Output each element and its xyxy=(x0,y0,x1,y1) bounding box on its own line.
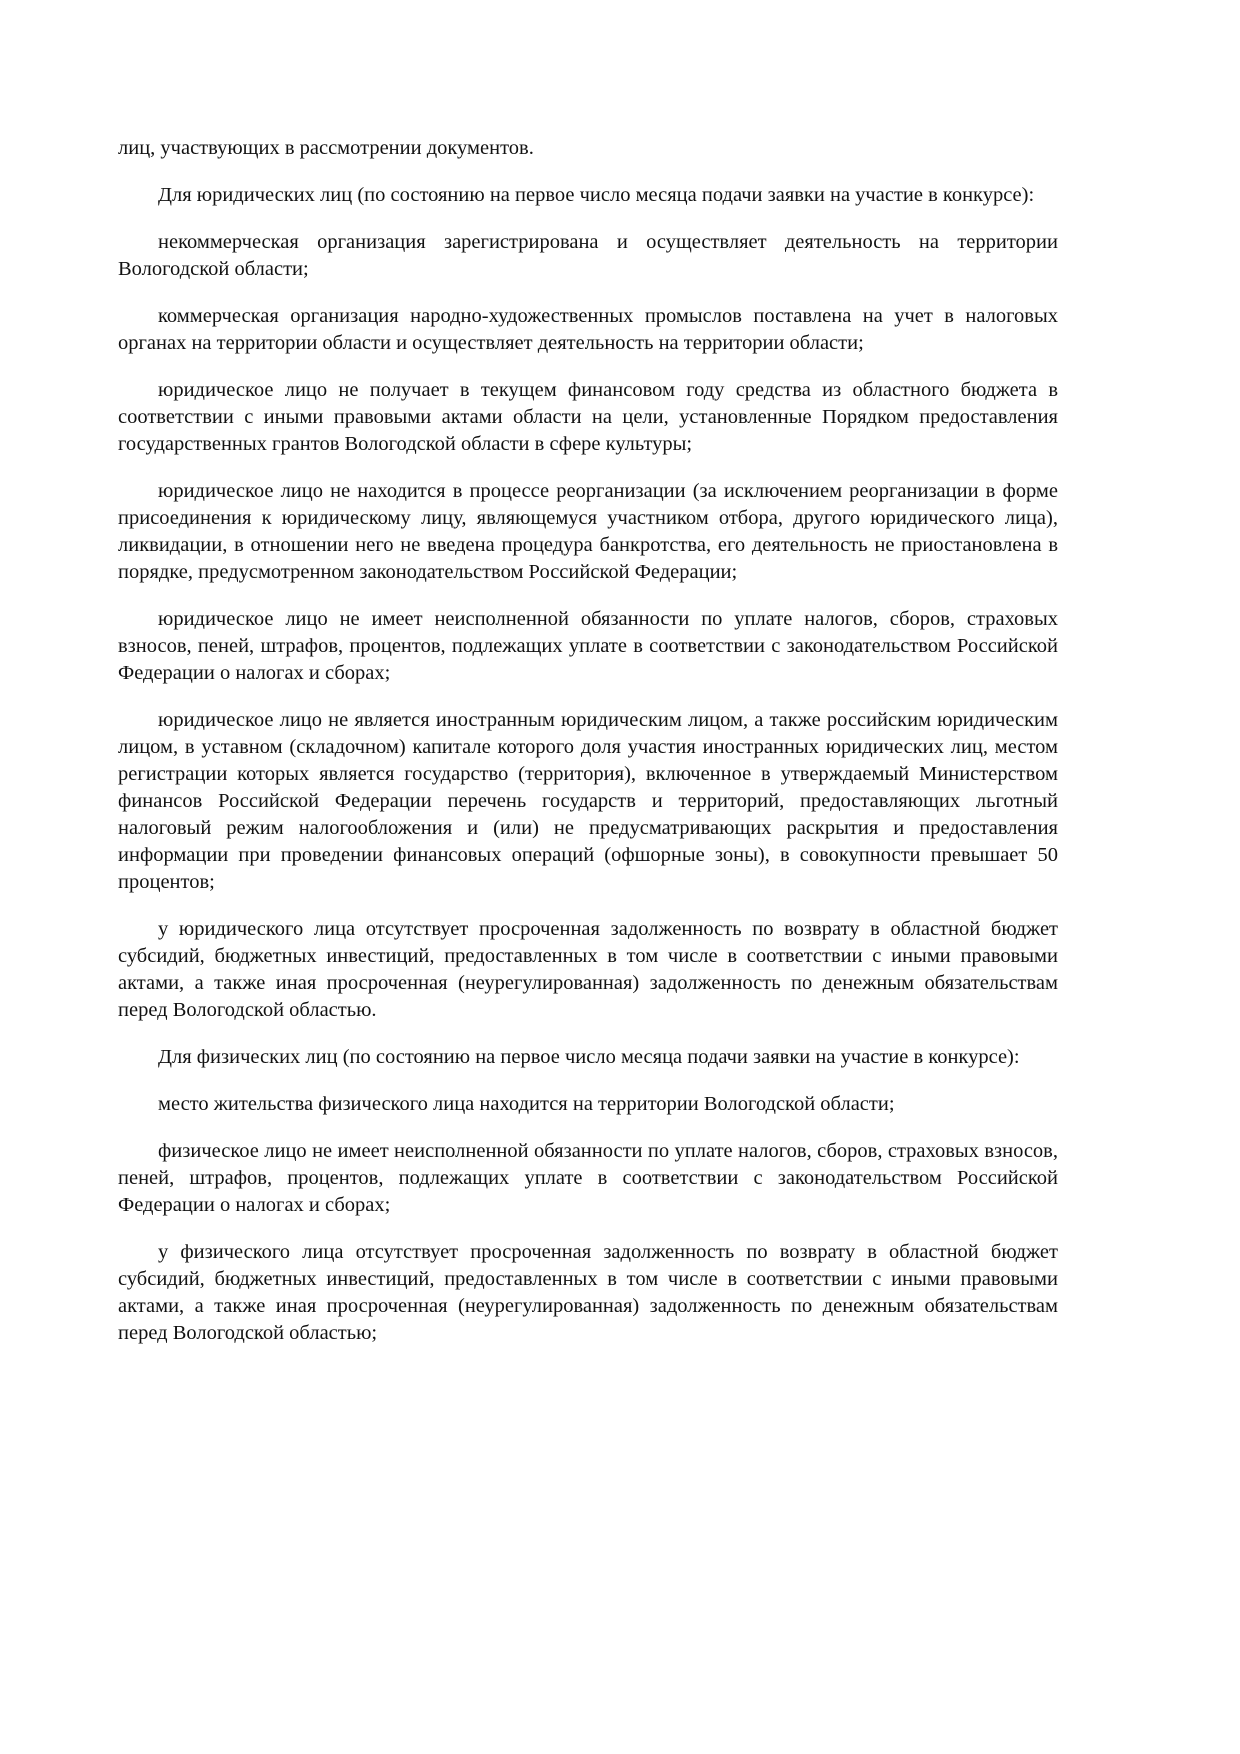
paragraph: у юридического лица отсутствует просроченная задолженность по возврату в областной бюджет субсидий, бюджетных инвестиций, предоставленных в том числе в соответствии с иными правовыми актами, а также иная просроченная (неурегулированная) задолженность по денежным обязательствам перед Вологодской областью. xyxy=(118,918,1058,1021)
paragraph: Для юридических лиц (по состоянию на первое число месяца подачи заявки на участие в конкурсе): xyxy=(158,184,1035,206)
paragraph: некоммерческая организация зарегистрирована и осуществляет деятельность на территории Вологодской области; xyxy=(118,231,1058,280)
paragraph: юридическое лицо не находится в процессе реорганизации (за исключением реорганизации в форме присоединения к юридическому лицу, являющемуся участником отбора, другого юридического лица), ликвидации, в отношении него не введена процедура банкротства, его деятельность не приостановлена в порядке, предусмотренном законодательством Российской Федерации; xyxy=(118,480,1058,583)
paragraph: юридическое лицо не является иностранным юридическим лицом, а также российским юридическим лицом, в уставном (складочном) капитале которого доля участия иностранных юридических лиц, местом регистрации которых является государство (территория), включенное в утверждаемый Министерством финансов Российской Федерации перечень государств и территорий, предоставляющих льготный налоговый режим налогообложения и (или) не предусматривающих раскрытия и предоставления информации при проведении финансовых операций (офшорные зоны), в совокупности превышает 50 процентов; xyxy=(118,709,1058,893)
paragraph: физическое лицо не имеет неисполненной обязанности по уплате налогов, сборов, страховых взносов, пеней, штрафов, процентов, подлежащих уплате в соответствии с законодательством Российской Федерации о налогах и сборах; xyxy=(118,1140,1058,1216)
paragraph: Для физических лиц (по состоянию на первое число месяца подачи заявки на участие в конкурсе): xyxy=(158,1046,1020,1068)
paragraph: у физического лица отсутствует просроченная задолженность по возврату в областной бюджет субсидий, бюджетных инвестиций, предоставленных в том числе в соответствии с иными правовыми актами, а также иная просроченная (неурегулированная) задолженность по денежным обязательствам перед Вологодской областью; xyxy=(118,1241,1058,1344)
document-page xyxy=(118,135,1058,1367)
paragraph: юридическое лицо не имеет неисполненной обязанности по уплате налогов, сборов, страховых взносов, пеней, штрафов, процентов, подлежащих уплате в соответствии с законодательством Российской Федерации о налогах и сборах; xyxy=(118,608,1058,684)
paragraph: коммерческая организация народно-художественных промыслов поставлена на учет в налоговых органах на территории области и осуществляет деятельность на территории области; xyxy=(118,305,1058,354)
paragraph: лиц, участвующих в рассмотрении документов. xyxy=(118,137,534,159)
paragraph: место жительства физического лица находится на территории Вологодской области; xyxy=(158,1093,895,1115)
paragraph: юридическое лицо не получает в текущем финансовом году средства из областного бюджета в соответствии с иными правовыми актами области на цели, установленные Порядком предоставления государственных грантов Вологодской области в сфере культуры; xyxy=(118,379,1058,455)
